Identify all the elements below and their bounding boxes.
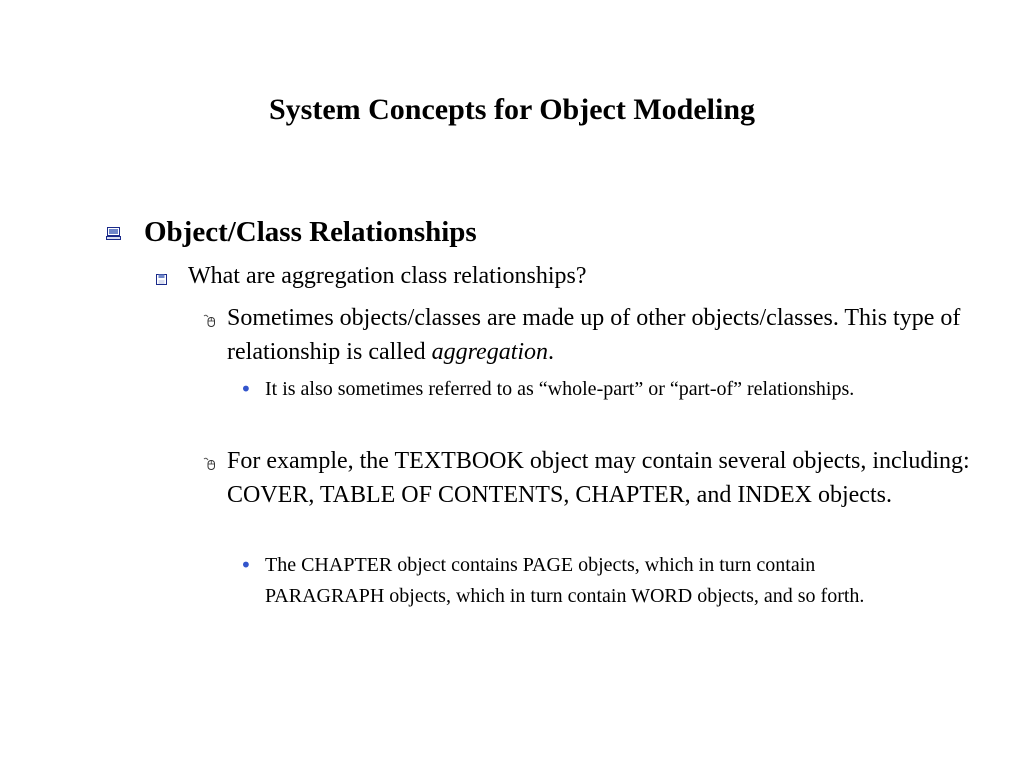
slide-title: System Concepts for Object Modeling bbox=[268, 93, 756, 126]
bullet-level2-aggregation-question bbox=[156, 260, 986, 292]
aggregation-term: aggregation bbox=[431, 339, 549, 365]
aggregation-definition-lead: Sometimes objects/classes are made up of other objects/classes. This type of relationship is called bbox=[227, 305, 961, 365]
bullet-level3-textbook-example bbox=[203, 444, 973, 512]
floppy-disk-icon bbox=[156, 272, 167, 290]
mouse-icon bbox=[203, 313, 217, 332]
mouse-icon bbox=[203, 456, 217, 475]
aggregation-question: What are aggregation class relationships? bbox=[188, 263, 587, 289]
chapter-contents-text: The CHAPTER object contains PAGE objects, which in turn contain PARAGRAPH objects, which in turn contain WORD objects, and so forth. bbox=[265, 554, 865, 607]
bullet-level4-whole-part bbox=[240, 374, 930, 405]
bullet-dot: • bbox=[240, 553, 252, 577]
bullet-dot: • bbox=[240, 377, 252, 401]
computer-icon bbox=[106, 227, 121, 245]
aggregation-definition-text bbox=[227, 301, 973, 369]
bullet-level1-object-class-relationships bbox=[106, 212, 986, 252]
textbook-example-text: For example, the TEXTBOOK object may contain several objects, including: COVER, TABLE OF CONTENTS, CHAPTER, and INDEX objects. bbox=[227, 448, 970, 508]
aggregation-definition-period: . bbox=[548, 339, 555, 365]
bullet-level4-chapter-contents bbox=[240, 550, 930, 612]
heading-object-class-relationships: Object/Class Relationships bbox=[144, 216, 477, 248]
whole-part-text: It is also sometimes referred to as “whole-part” or “part-of” relationships. bbox=[265, 378, 855, 400]
bullet-level3-aggregation-definition bbox=[203, 301, 973, 369]
